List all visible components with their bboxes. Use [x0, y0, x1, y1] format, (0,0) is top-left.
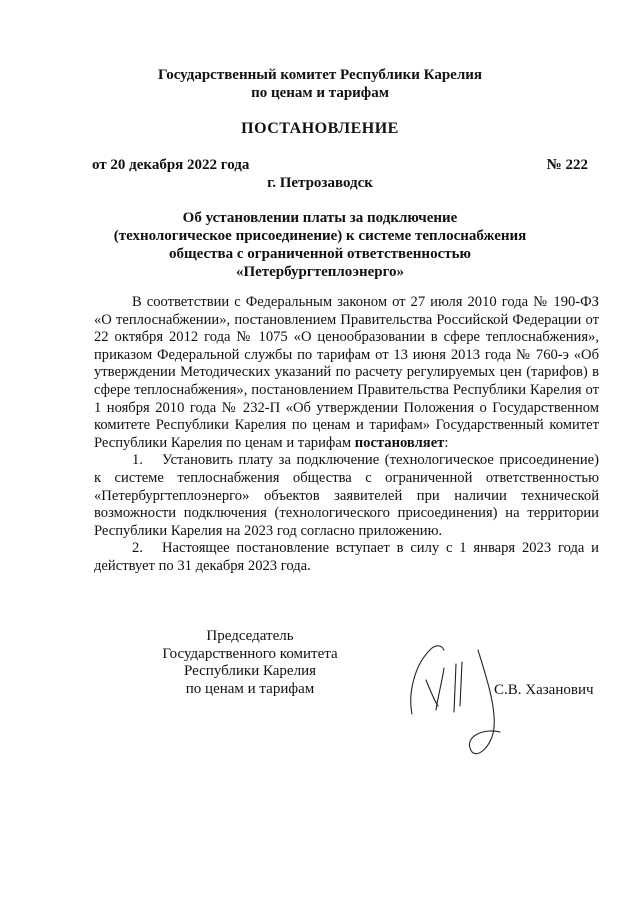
- signatory-title: [150, 628, 350, 698]
- preamble-end: :: [444, 434, 449, 451]
- subject-line: (технологическое присоединение) к системе теплоснабжения: [113, 228, 527, 244]
- signatory-title-line: Председатель: [206, 628, 294, 644]
- clause-1: [94, 452, 599, 540]
- preamble-paragraph: [94, 294, 599, 452]
- document-subject: [0, 209, 640, 281]
- subject-line: «Петербургтеплоэнерго»: [235, 264, 405, 280]
- signatory-name: С.В. Хазанович: [494, 682, 594, 698]
- issuer-header: [0, 66, 640, 102]
- handwritten-signature: [404, 636, 504, 766]
- clause-number: 2.: [132, 540, 143, 557]
- clause-text: Установить плату за подключение (технологическое присоединение) к системе теплоснабжения общества с ограниченной ответственностью «Петербургтеплоэнерго» объектов заявителей при наличии технической возможности подключения (технологического присоединения) на территории Республики Карелия на 2023 год согласно приложению.: [94, 452, 599, 539]
- issuer-line-2: по ценам и тарифам: [251, 85, 389, 101]
- subject-line: Об установлении платы за подключение: [182, 210, 458, 226]
- clause-2: [94, 540, 599, 575]
- document-city: г. Петрозаводск: [267, 175, 373, 191]
- subject-line: общества с ограниченной ответственностью: [169, 246, 471, 262]
- signatory-title-line: по ценам и тарифам: [185, 680, 315, 697]
- document-body: [94, 294, 599, 576]
- preamble-decree-word: постановляет: [354, 434, 445, 451]
- document-type: ПОСТАНОВЛЕНИЕ: [241, 120, 399, 137]
- preamble-text: В соответствии с Федеральным законом от 27 июля 2010 года № 190-ФЗ «О теплоснабжении», постановлением Правительства Российской Федерации от 22 октября 2012 года № 1075 «О ценообразовании в сфере теплоснабжения», приказом Федеральной службы по тарифам от 13 июня 2013 года № 760-э «Об утверждении Методических указаний по расчету регулируемых цен (тарифов) в сфере теплоснабжения», постановлением Правительства Республики Карелия от 1 ноября 2010 года № 232-П «Об утверждении Положения о Государственном комитете Республики Карелия по ценам и тарифам» Государственный комитет Республики Карелия по ценам и тарифам: [94, 294, 599, 451]
- signatory-title-line: Государственного комитета: [162, 645, 338, 662]
- document-number: № 222: [546, 157, 588, 173]
- signatory-title-line: Республики Карелия: [183, 663, 317, 679]
- issuer-line-1: Государственный комитет Республики Карелия: [158, 67, 482, 83]
- clause-text: Настоящее постановление вступает в силу с 1 января 2023 года и действует по 31 декабря 2023 года.: [94, 540, 599, 574]
- clause-number: 1.: [132, 452, 143, 469]
- document-date: от 20 декабря 2022 года: [92, 157, 250, 173]
